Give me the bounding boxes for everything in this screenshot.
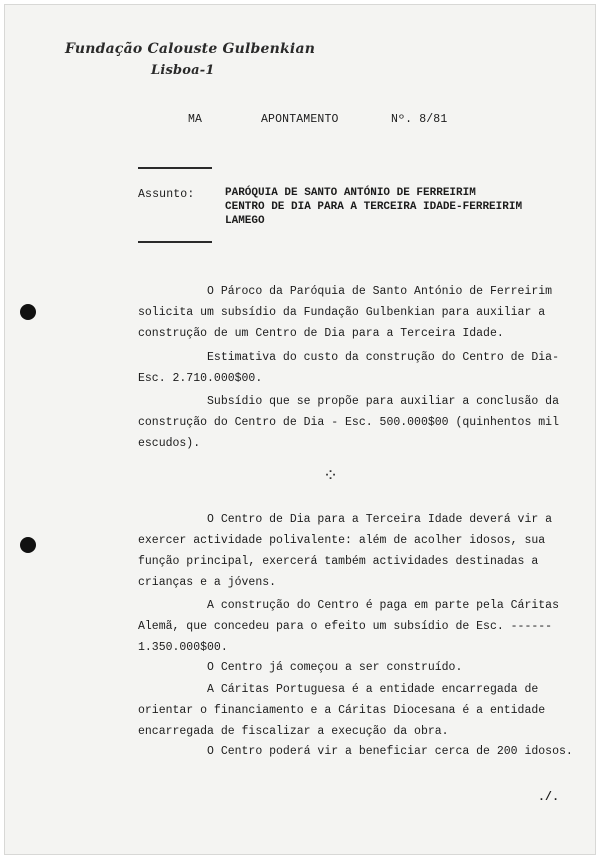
paragraph: O Pároco da Paróquia de Santo António de Ferreirim solicita um subsídio da Fundação Gulbenkian para auxiliar a construção de um Centro de Dia para a Terceira Idade. [138, 285, 553, 340]
letterhead-city: Lisboa-1 [151, 63, 215, 78]
punch-hole [20, 304, 36, 320]
subject-text [225, 186, 522, 228]
paragraph: O Centro poderá vir a beneficiar cerca de 200 idosos. [138, 745, 573, 758]
paragraph: A Cáritas Portuguesa é a entidade encarregada de orientar o financiamento e a Cáritas Diocesana é a entidade encarregada de fiscalizar a execução da obra. [138, 683, 546, 738]
divider-bottom [138, 241, 212, 243]
signoff-mark: ./. [538, 791, 560, 804]
paragraph: O Centro já começou a ser construído. [138, 661, 463, 674]
divider-top [138, 167, 212, 169]
separator-ornament: ⁘ [323, 465, 339, 486]
subject-label: Assunto: [138, 188, 195, 201]
subject-line: LAMEGO [225, 215, 265, 227]
document-title: APONTAMENTO [261, 113, 339, 126]
reference-ma: MA [188, 113, 203, 126]
paragraph: A construção do Centro é paga em parte pela Cáritas Alemã, que concedeu para o efeito um subsídio de Esc. ------ 1.350.000$00. [138, 599, 559, 654]
document-page [4, 4, 596, 855]
punch-hole [20, 537, 36, 553]
subject-line: CENTRO DE DIA PARA A TERCEIRA IDADE-FERREIRIM [225, 201, 523, 213]
paragraph: Subsídio que se propõe para auxiliar a conclusão da construção do Centro de Dia - Esc. 500.000$00 (quinhentos mil escudos). [138, 395, 559, 450]
paragraph: O Centro de Dia para a Terceira Idade deverá vir a exercer actividade polivalente: além de acolher idosos, sua função principal, exercerá também actividades destinadas a crianças e a jóvens. [138, 513, 553, 589]
document-number: Nº. 8/81 [391, 113, 448, 126]
subject-line: PARÓQUIA DE SANTO ANTÓNIO DE FERREIRIM [225, 187, 476, 199]
letterhead-org: Fundação Calouste Gulbenkian [65, 41, 316, 57]
paragraph: Estimativa do custo da construção do Centro de Dia- Esc. 2.710.000$00. [138, 351, 559, 385]
letterhead [65, 41, 315, 78]
